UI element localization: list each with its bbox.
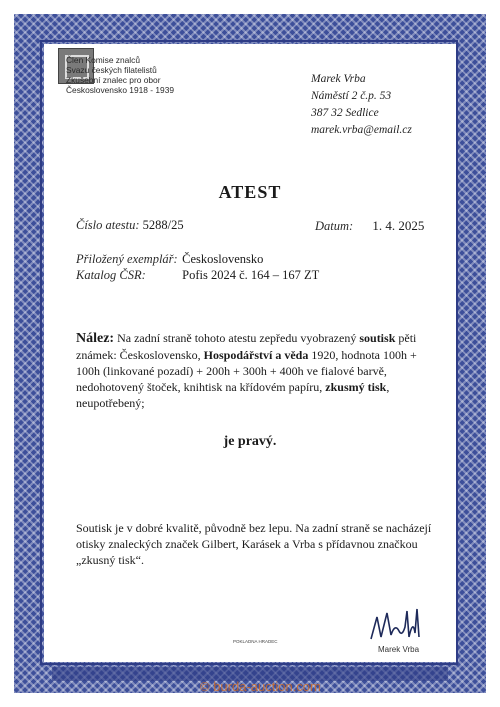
finding-text: 1920, hodnota 100h + 100h (linkované pozadí) + 200h + 300h + 400h ve fialové barvě, nedohotovený štoček, knihtisk na křídovém papíru, [76,348,417,394]
signature-image [369,607,421,643]
item-label: Přiložený exemplář: [76,252,178,266]
finding-bold-soutisk: soutisk [359,331,396,345]
catalog-label: Katalog ČSR: [76,268,146,282]
finding-text: , neupotřebený; [76,380,390,410]
certificate-number-row [76,218,184,233]
small-stamp-text: POKLADNA HRADEC [233,639,278,644]
certificate-number-label: Číslo atestu: [76,218,140,232]
expert-name: Marek Vrba [311,73,366,85]
finding-bold-issue: Hospodářství a věda [203,348,309,362]
condition-note: Soutisk je v dobré kvalitě, původně bez lepu. Na zadní straně se nacházejí otisky znaleckých značek Gilbert, Karásek a Vrba s přídavnou značkou „zkusný tisk“. [76,521,432,567]
certificate-title: ATEST [218,182,282,202]
expert-address [311,71,412,139]
expert-street: Náměstí 2 č.p. 53 [311,90,392,102]
catalog-row [76,268,319,283]
org-line: Člen Komise znalců [66,55,141,65]
item-row [76,252,263,267]
item-value: Československo [182,252,264,266]
finding-bold-proof: zkusmý tisk [325,380,387,394]
org-line: Zkušební znalec pro obor [66,75,161,85]
organization-block [66,55,174,95]
date-row [315,218,424,234]
date-value: 1. 4. 2025 [372,218,425,233]
signature-name: Marek Vrba [378,645,420,654]
org-line: Československo 1918 - 1939 [66,85,175,95]
expert-city: 387 32 Sedlice [311,107,379,119]
org-line: Svazu českých filatelistů [66,65,157,75]
auction-watermark: © burda-auction.com [200,679,321,694]
catalog-value: Pofis 2024 č. 164 – 167 ZT [182,268,320,282]
finding-label: Nález: [76,331,115,346]
finding-text: pěti známek: Československo, [76,331,417,362]
date-label: Datum: [315,219,354,233]
certificate-number: 5288/25 [142,218,184,232]
expert-email: marek.vrba@email.cz [311,124,412,136]
finding-paragraph [76,330,431,411]
verdict: je pravý. [223,434,277,449]
finding-text: Na zadní straně tohoto atestu zepředu vyobrazený [114,331,360,345]
